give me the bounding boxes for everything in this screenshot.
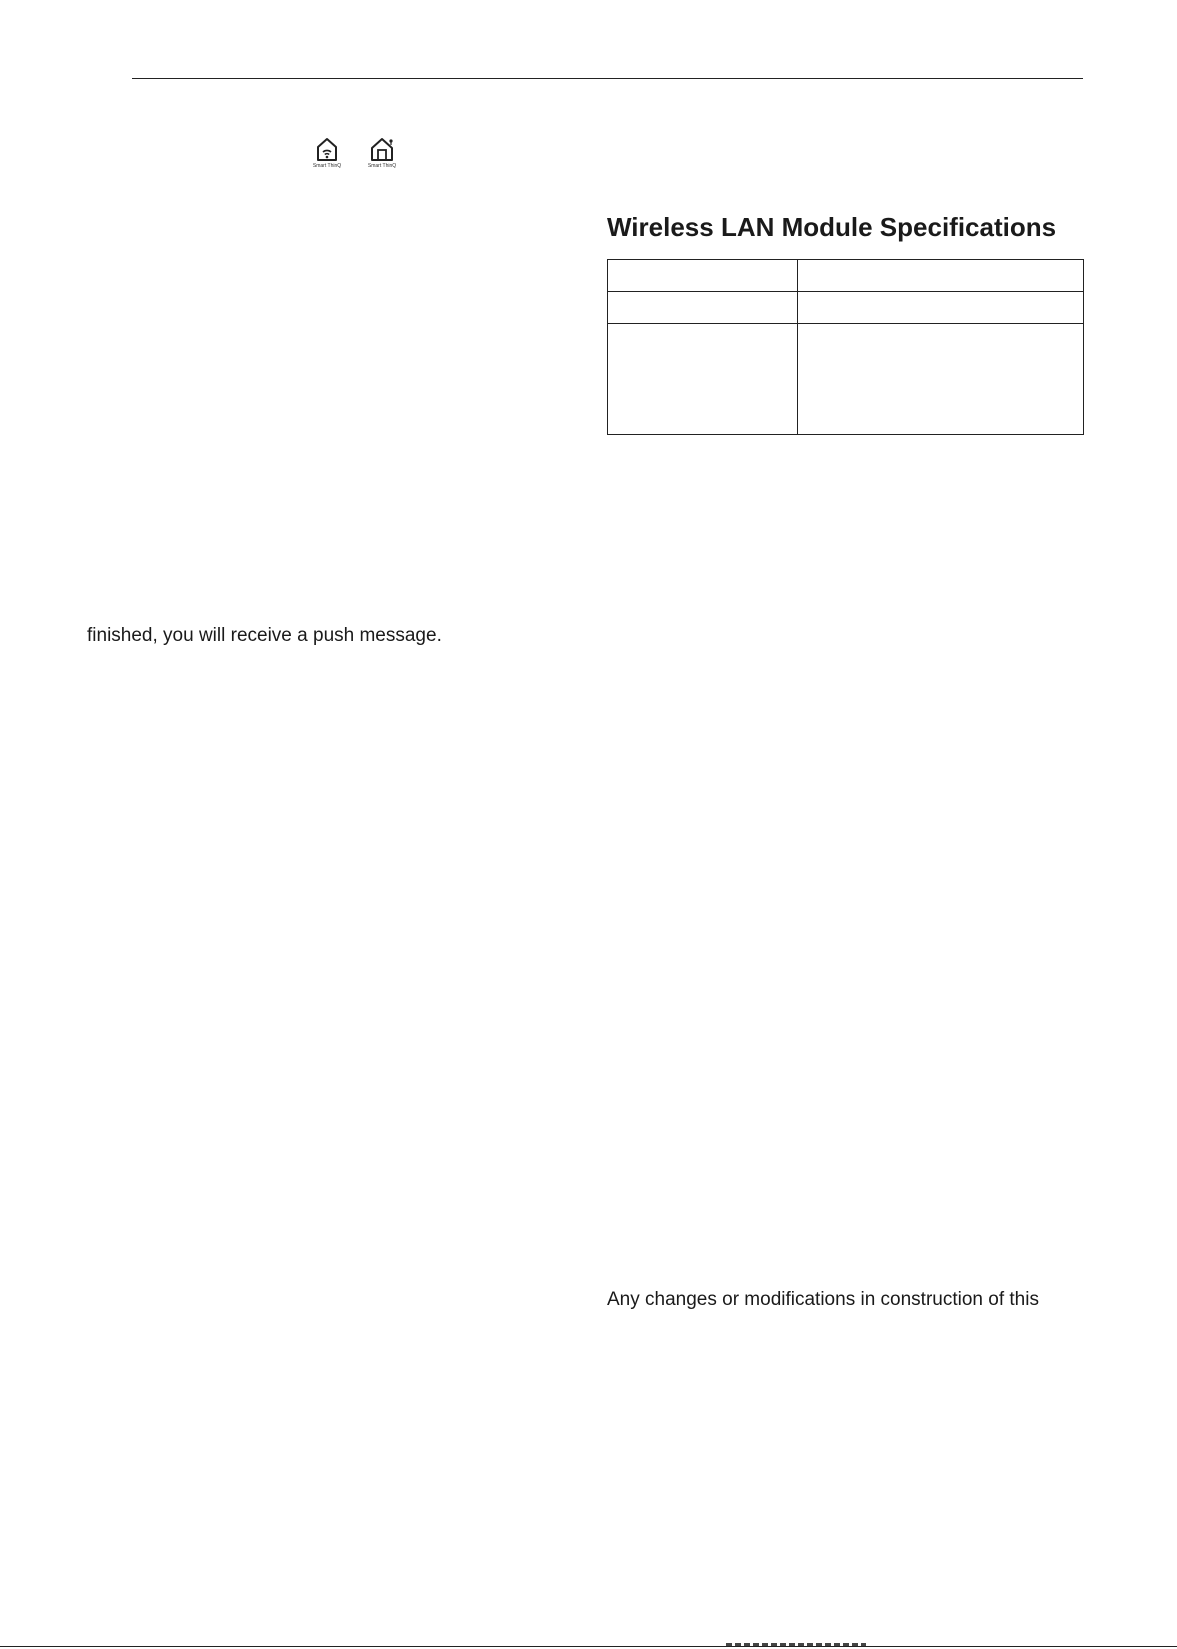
top-rule (132, 78, 1083, 79)
table-row (608, 260, 1084, 292)
table-row (608, 324, 1084, 435)
smartthinq-home-icon (358, 136, 406, 176)
table-cell (608, 260, 798, 292)
table-cell (798, 324, 1084, 435)
body-text-right: Any changes or modifications in construction of this (607, 1289, 1039, 1310)
icon-caption: Smart ThinQ (312, 163, 342, 169)
table-cell (608, 292, 798, 324)
table-row (608, 292, 1084, 324)
section-heading: Wireless LAN Module Specifications (607, 212, 1057, 242)
body-text-left: finished, you will receive a push message. (87, 625, 442, 646)
table-cell (608, 324, 798, 435)
bottom-rule (0, 1646, 1177, 1647)
spec-table (607, 259, 1084, 435)
table-cell (798, 260, 1084, 292)
icon-caption: Smart ThinQ (367, 163, 397, 169)
table-cell (798, 292, 1084, 324)
smartthinq-wifi-icon (303, 136, 351, 176)
